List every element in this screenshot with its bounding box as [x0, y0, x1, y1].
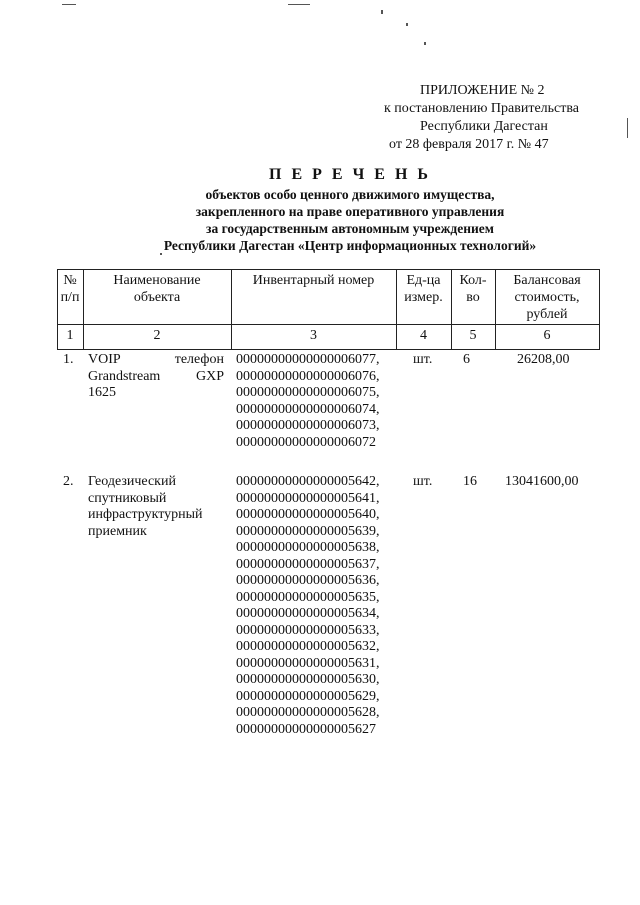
document-title	[0, 165, 640, 254]
table-header	[57, 269, 600, 350]
balance-value: 13041600,00	[505, 474, 579, 489]
appendix-number: ПРИЛОЖЕНИЕ № 2	[420, 83, 545, 98]
quantity: 6	[463, 352, 470, 367]
quantity: 16	[463, 474, 477, 489]
column-number: 6	[543, 328, 551, 343]
appendix-date: от 28 февраля 2017 г. № 47	[389, 137, 549, 152]
column-number: 4	[420, 328, 427, 343]
column-number: 1	[66, 328, 74, 343]
unit: шт.	[413, 474, 433, 489]
row-number: 1.	[63, 352, 74, 367]
title-line: закрепленного на праве оперативного управления	[195, 204, 505, 219]
column-number: 2	[153, 328, 161, 343]
header-balance: Балансовая стоимость, рублей	[513, 273, 581, 322]
header-num: № п/п	[60, 273, 80, 305]
balance-value: 26208,00	[517, 352, 570, 367]
title-line: за государственным автономным учреждением	[206, 221, 494, 236]
row-number: 2.	[63, 474, 74, 489]
appendix-header	[384, 82, 624, 154]
inventory-numbers: 00000000000000006077, 00000000000000006076, 00000000000000006075, 00000000000000006074, 00000000000000006073, 00000000000000006072	[236, 352, 380, 450]
header-inventory: Инвентарный номер	[252, 273, 375, 288]
object-name: Геодезический спутниковый инфраструктурный приемник	[88, 474, 203, 539]
unit: шт.	[413, 352, 433, 367]
appendix-region: Республики Дагестан	[420, 119, 548, 134]
appendix-reference: к постановлению Правительства	[384, 101, 580, 116]
column-number: 5	[469, 328, 477, 343]
header-unit: Ед-ца измер.	[404, 273, 443, 305]
title-heading: П Е Р Е Ч Е Н Ь	[269, 166, 431, 183]
column-number: 3	[310, 328, 317, 343]
header-name: Наименование объекта	[113, 273, 201, 305]
header-qty: Кол- во	[459, 273, 487, 305]
object-name: VOIP телефон Grandstream GXP 1625	[88, 352, 224, 400]
title-line: Республики Дагестан «Центр информационных технологий»	[163, 238, 537, 253]
title-line: объектов особо ценного движимого имущества,	[205, 187, 495, 202]
inventory-numbers: 00000000000000005642, 00000000000000005641, 00000000000000005640, 00000000000000005639, 00000000000000005638, 00000000000000005637, 00000000000000005636, 00000000000000005635, 00000000000000005634, 00000000000000005633, 00000000000000005632, 00000000000000005631, 00000000000000005630, 00000000000000005629, 00000000000000005628, 00000000000000005627	[236, 474, 380, 737]
